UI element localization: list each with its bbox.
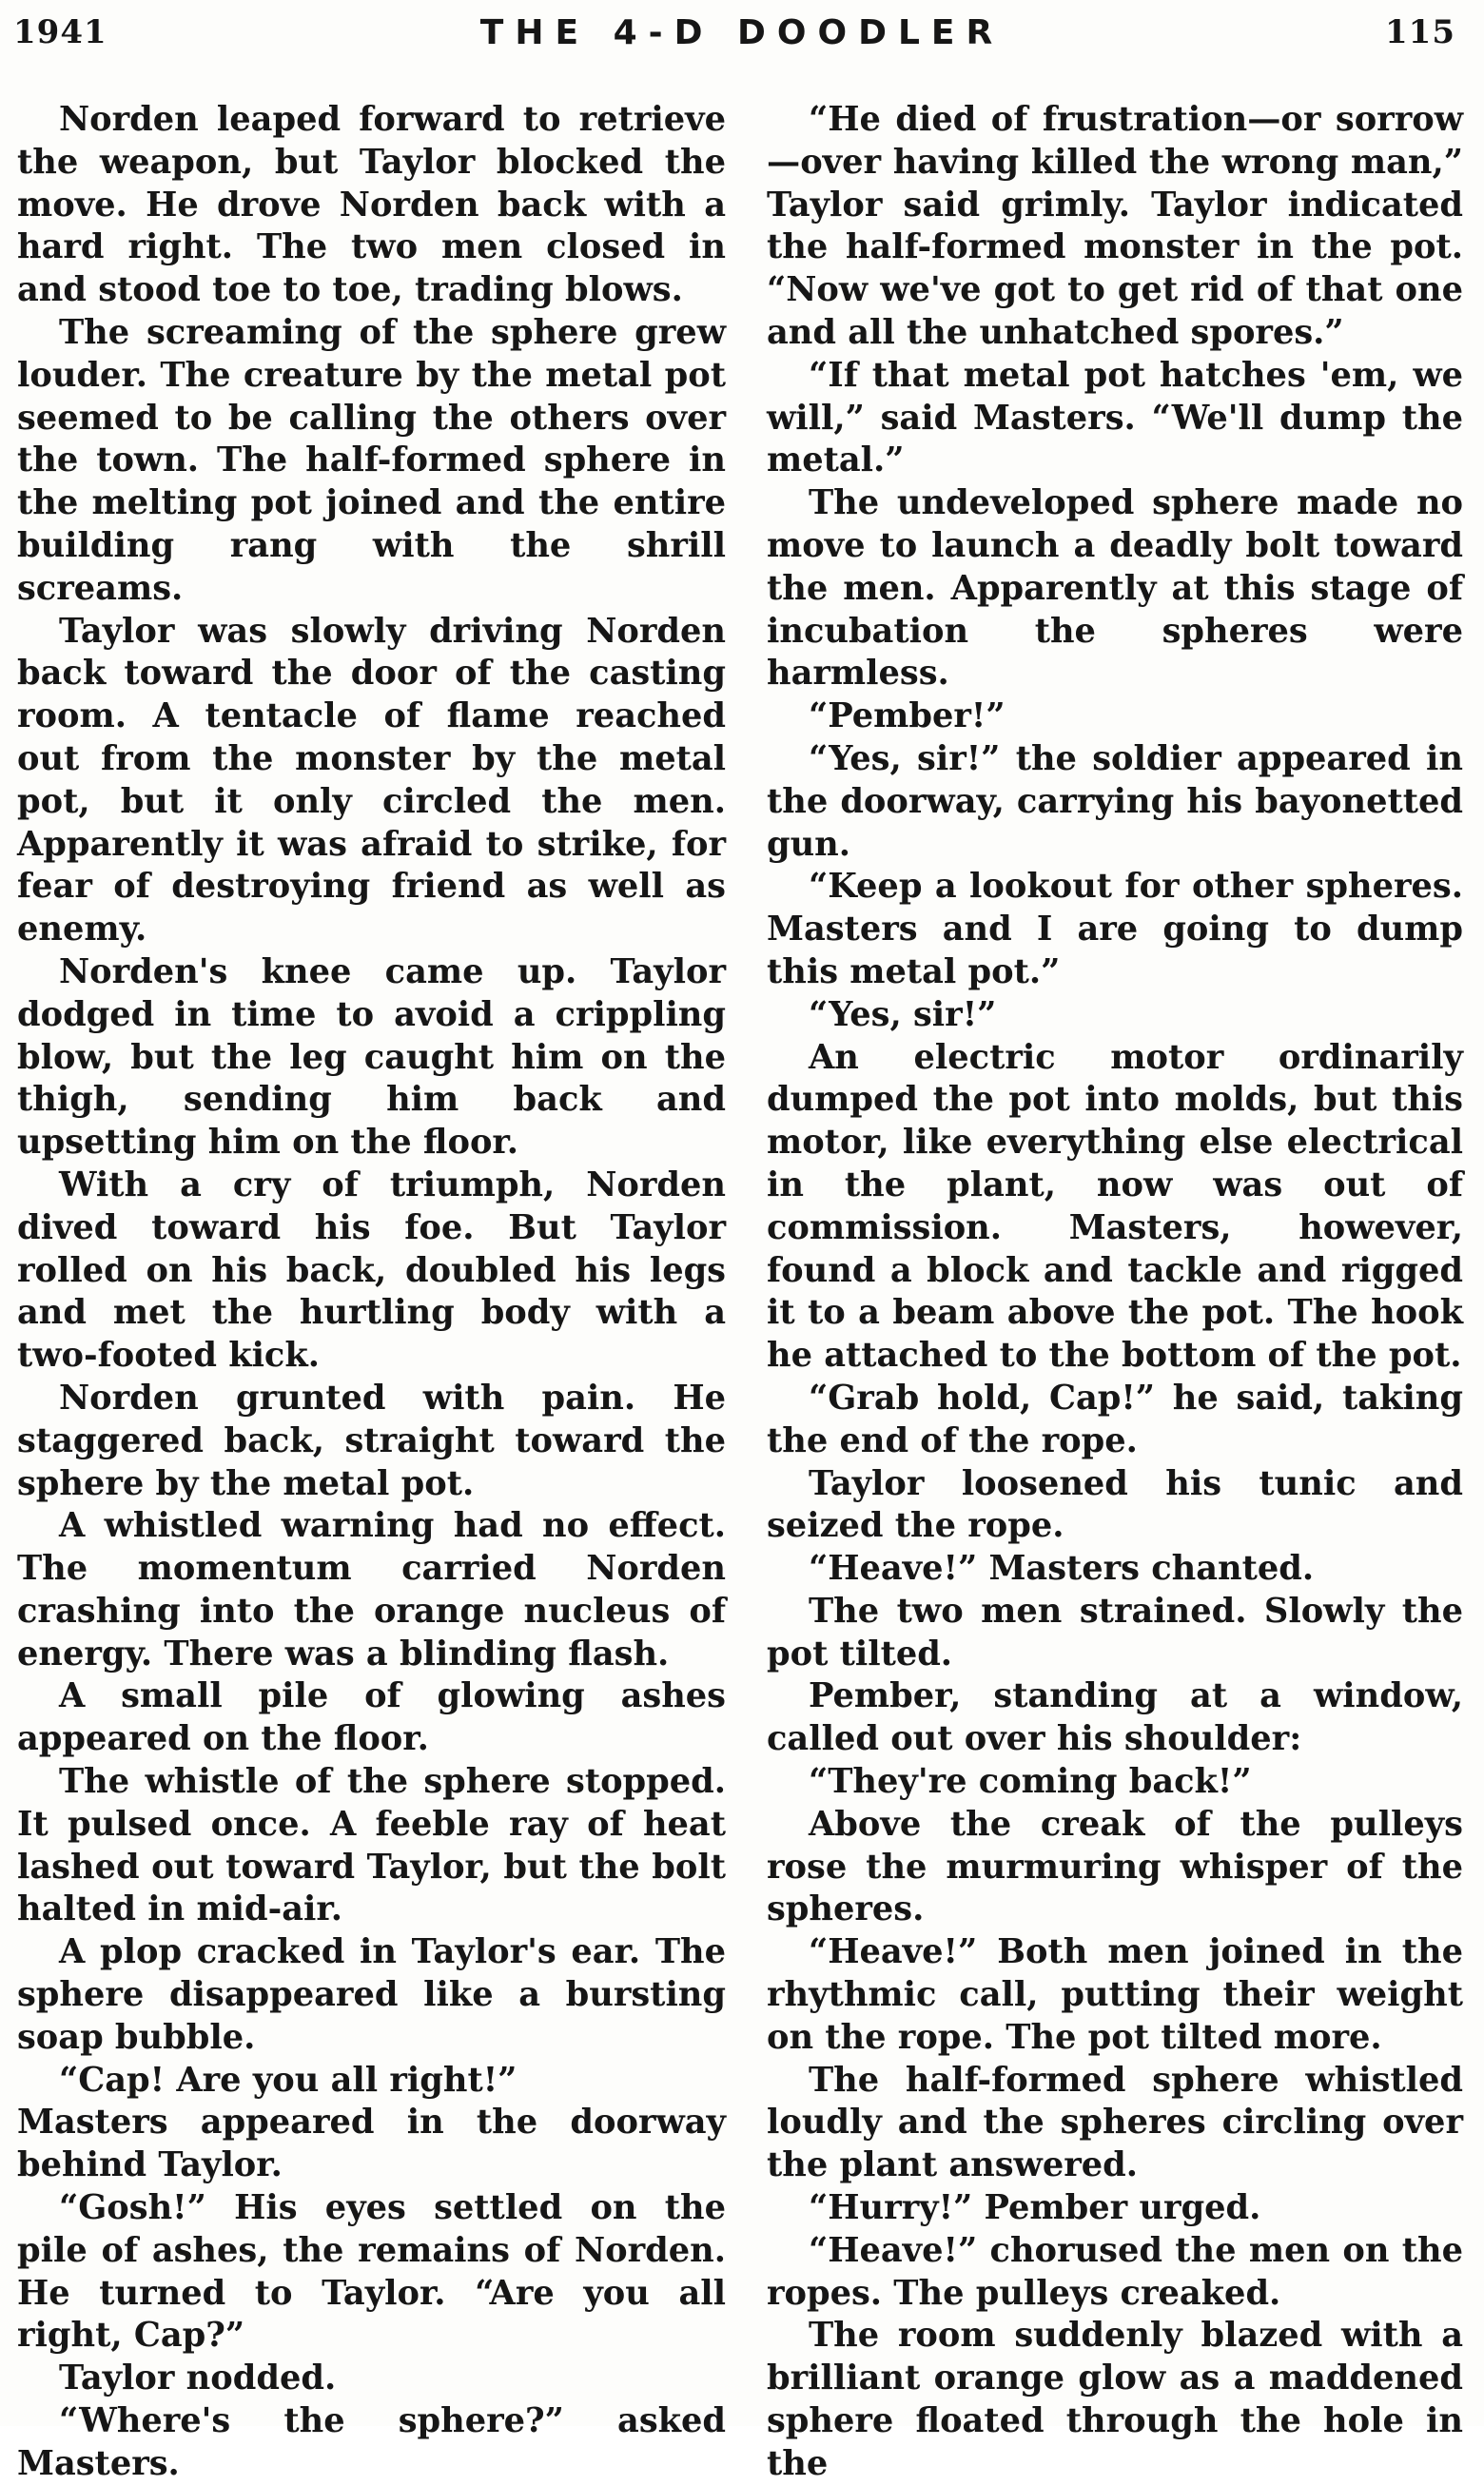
paragraph: “Pember!” [809, 696, 1006, 736]
paragraph: Norden grunted with pain. He staggered back, straight toward the sphere by the metal pot. [17, 1378, 726, 1503]
paragraph: “Heave!” Masters chanted. [809, 1549, 1315, 1589]
paragraph: Taylor was slowly driving Norden back toward the door of the casting room. A tentacle of flame reached out from the monster by the metal pot, but it only circled the men. Apparently it was afraid to strike, for fear of destroying friend as well as enemy. [17, 611, 726, 949]
paragraph: “Hurry!” Pember urged. [809, 2188, 1261, 2228]
paragraph: “Heave!” Both men joined in the rhythmic call, putting their weight on the rope. The pot tilted more. [767, 1932, 1463, 2057]
paragraph: Norden's knee came up. Taylor dodged in time to avoid a crippling blow, but the leg caught him on the thigh, sending him back and upsetting him on the floor. [17, 951, 726, 1163]
paragraph: The half-formed sphere whistled loudly and the spheres circling over the plant answered. [767, 2060, 1463, 2185]
paragraph: The whistle of the sphere stopped. It pulsed once. A feeble ray of heat lashed out toward Taylor, but the bolt halted in mid-air. [17, 1762, 726, 1929]
paragraph: An electric motor ordinarily dumped the pot into molds, but this motor, like everything else electrical in the plant, now was out of commission. Masters, however, found a block and tackle and rigged it to a beam above the pot. The hook he attached to the bottom of the pot. [767, 1037, 1463, 1376]
paragraph: Taylor nodded. [59, 2359, 337, 2398]
paragraph: Above the creak of the pulleys rose the murmuring whisper of the spheres. [767, 1804, 1463, 1929]
paragraph: A small pile of glowing ashes appeared on the floor. [17, 1676, 726, 1759]
magazine-title: THE 4-D DOODLER [479, 13, 1005, 52]
paragraph: The room suddenly blazed with a brilliant orange glow as a maddened sphere floated through the hole in the [767, 2316, 1463, 2483]
running-header [0, 13, 1484, 70]
paragraph: Masters appeared in the doorway behind Taylor. [17, 2103, 726, 2185]
paragraph: Taylor loosened his tunic and seized the rope. [767, 1463, 1463, 1546]
paragraph: “Heave!” chorused the men on the ropes. The pulleys creaked. [767, 2230, 1463, 2313]
left-column [17, 99, 726, 2486]
paragraph: The undeveloped sphere made no move to launch a deadly bolt toward the men. Apparently at this stage of incubation the spheres were harmless. [767, 483, 1463, 694]
paragraph: “Grab hold, Cap!” he said, taking the end of the rope. [767, 1378, 1463, 1460]
paragraph: With a cry of triumph, Norden dived toward his foe. But Taylor rolled on his back, doubled his legs and met the hurtling body with a two-footed kick. [17, 1165, 726, 1376]
paragraph: “Where's the sphere?” asked Masters. [17, 2401, 726, 2483]
right-column [767, 99, 1463, 2486]
paragraph: A whistled warning had no effect. The momentum carried Norden crashing into the orange nucleus of energy. There was a blinding flash. [17, 1506, 726, 1674]
paragraph: “They're coming back!” [809, 1762, 1252, 1802]
page-number: 115 [1385, 13, 1455, 51]
paragraph: “Gosh!” His eyes settled on the pile of ashes, the remains of Norden. He turned to Taylor. “Are you all right, Cap?” [17, 2188, 726, 2356]
paragraph: “Yes, sir!” the soldier appeared in the doorway, carrying his bayonetted gun. [767, 738, 1463, 864]
paragraph: “Yes, sir!” [809, 994, 997, 1034]
paragraph: The screaming of the sphere grew louder. The creature by the metal pot seemed to be calling the others over the town. The half-formed sphere in the melting pot joined and the entire building rang with the shrill screams. [17, 312, 726, 608]
paragraph: “If that metal pot hatches 'em, we will,” said Masters. “We'll dump the metal.” [767, 355, 1463, 480]
paragraph: “Keep a lookout for other spheres. Masters and I are going to dump this metal pot.” [767, 867, 1463, 991]
paragraph: A plop cracked in Taylor's ear. The sphere disappeared like a bursting soap bubble. [17, 1932, 726, 2057]
paragraph: Norden leaped forward to retrieve the weapon, but Taylor blocked the move. He drove Norden back with a hard right. The two men closed in and stood toe to toe, trading blows. [17, 100, 726, 310]
paragraph: Pember, standing at a window, called out over his shoulder: [767, 1676, 1463, 1759]
paragraph: “He died of frustration—or sorrow —over having killed the wrong man,” Taylor said grimly. Taylor indicated the half-formed monster in the pot. “Now we've got to get rid of that one and all the unhatched spores.” [767, 100, 1463, 352]
paragraph: The two men strained. Slowly the pot tilted. [767, 1591, 1463, 1674]
paragraph: “Cap! Are you all right!” [59, 2060, 517, 2100]
header-year: 1941 [13, 13, 107, 51]
